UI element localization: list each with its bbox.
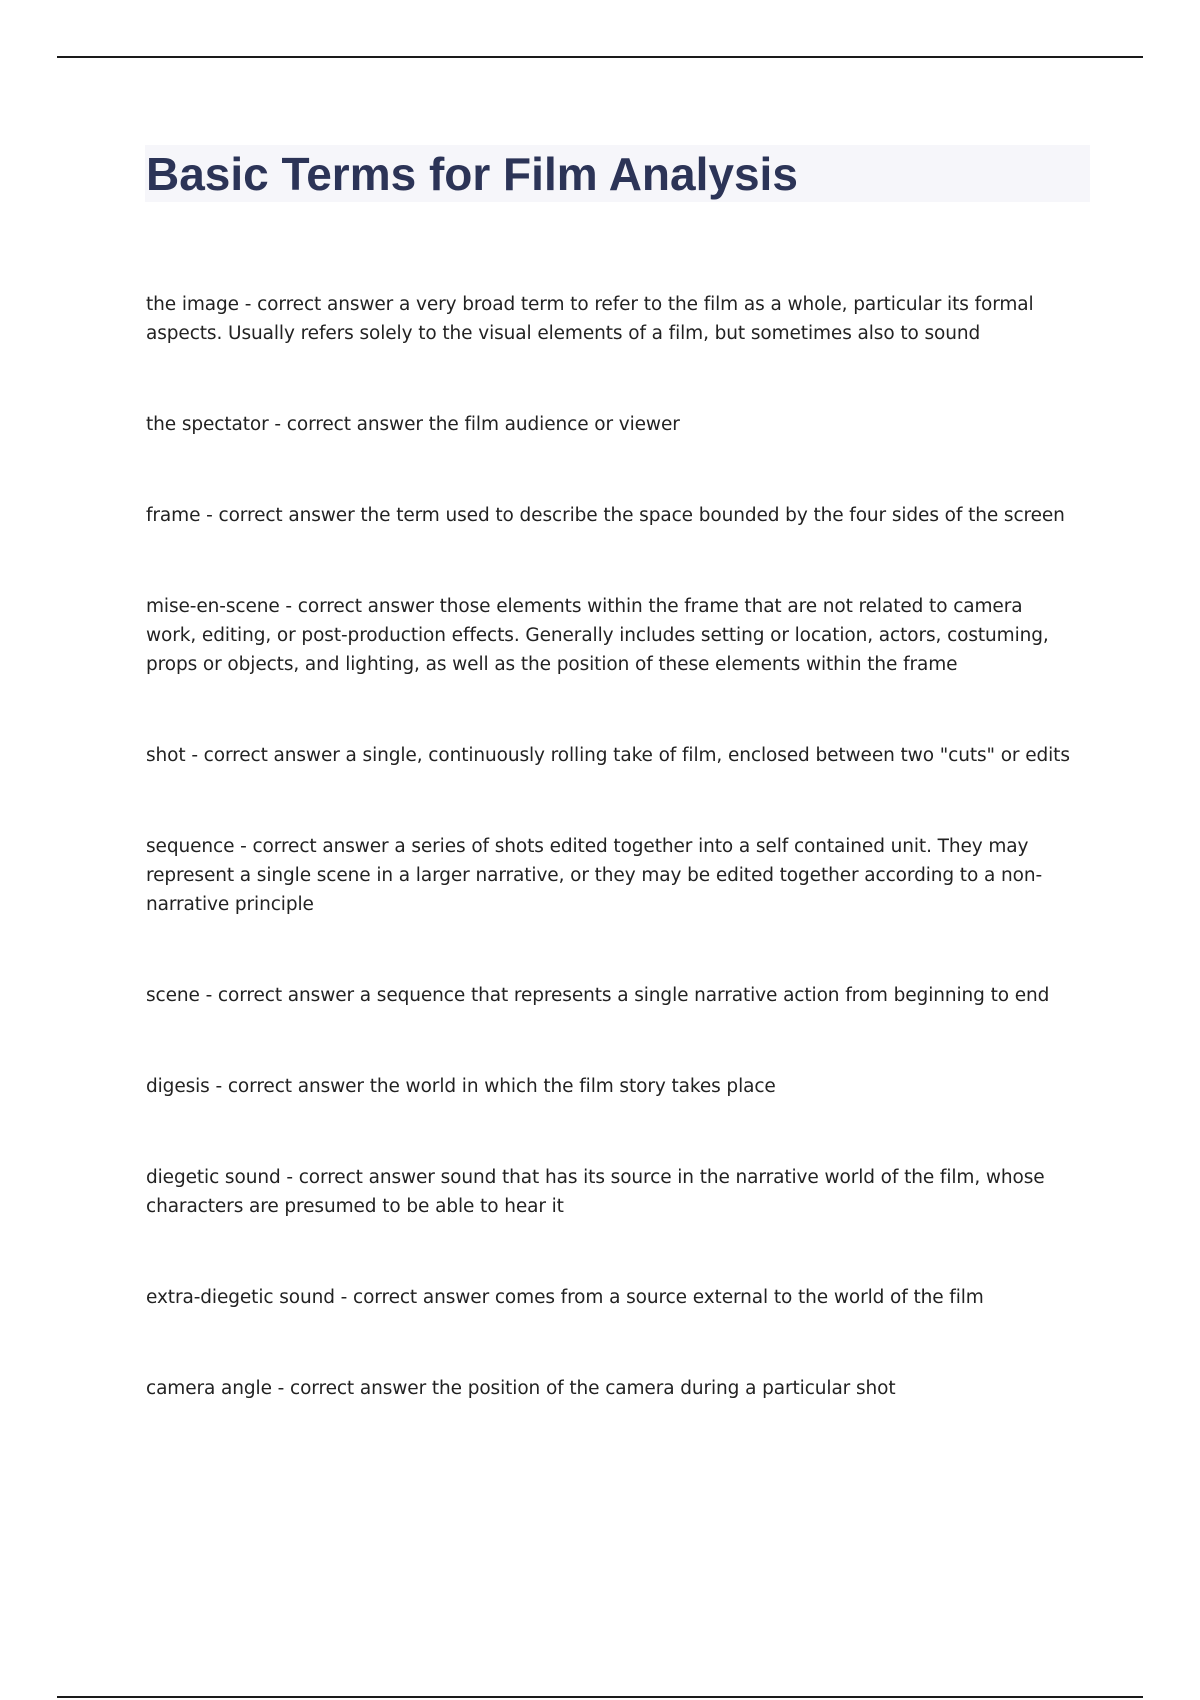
term-entry-extra-diegetic-sound: extra-diegetic sound - correct answer comes from a source external to the world of the film — [146, 1287, 984, 1308]
term-entry-scene: scene - correct answer a sequence that represents a single narrative action from beginning to end — [146, 985, 1050, 1006]
bottom-divider — [57, 1696, 1143, 1698]
term-list — [146, 290, 1076, 1465]
term-entry-frame: frame - correct answer the term used to describe the space bounded by the four sides of the screen — [146, 505, 1065, 526]
term-entry-diegetic-sound: diegetic sound - correct answer sound that has its source in the narrative world of the film, whose characters are presumed to be able to hear it — [146, 1167, 1045, 1217]
term-entry-sequence: sequence - correct answer a series of shots edited together into a self contained unit. They may represent a single scene in a larger narrative, or they may be edited together according to a non-narrative principle — [146, 836, 1043, 915]
term-entry-the-spectator: the spectator - correct answer the film audience or viewer — [146, 414, 680, 435]
term-entry-mise-en-scene: mise-en-scene - correct answer those elements within the frame that are not related to camera work, editing, or post-production effects. Generally includes setting or location, actors, costuming, props or objects, and lighting, as well as the position of these elements within the frame — [146, 596, 1049, 675]
term-entry-the-image: the image - correct answer a very broad term to refer to the film as a whole, particular its formal aspects. Usually refers solely to the visual elements of a film, but sometimes also to sound — [146, 294, 1034, 344]
document-title: Basic Terms for Film Analysis — [146, 148, 798, 200]
term-entry-shot: shot - correct answer a single, continuously rolling take of film, enclosed between two "cuts" or edits — [146, 745, 1070, 766]
term-entry-camera-angle: camera angle - correct answer the position of the camera during a particular shot — [146, 1378, 896, 1399]
term-entry-digesis: digesis - correct answer the world in which the film story takes place — [146, 1076, 776, 1097]
